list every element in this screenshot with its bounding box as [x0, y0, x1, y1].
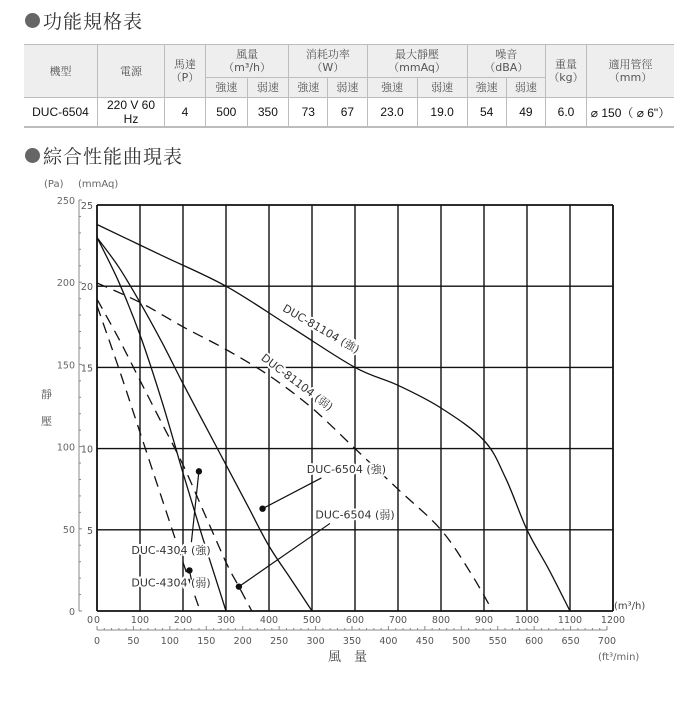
curve-label: DUC-81104 (弱) — [258, 351, 336, 414]
col-airflow-weak: 弱速 — [247, 78, 289, 98]
cell-noise-weak: 49 — [506, 98, 545, 128]
x-tick-label-cfm: 150 — [197, 636, 216, 647]
cell-model: DUC-6504 — [24, 98, 98, 128]
cfm-axis — [94, 626, 616, 647]
col-noise-strong: 強速 — [467, 78, 506, 98]
x-tick-label: 100 — [130, 615, 150, 626]
bullet-dot-icon — [25, 148, 40, 163]
cell-motor: 4 — [165, 98, 206, 128]
curve-label: DUC-4304 (弱) — [131, 576, 211, 590]
col-motor — [165, 45, 206, 98]
y-tick-label-pa: 100 — [56, 442, 75, 454]
y-tick-label-mmaq: 5 — [86, 525, 93, 537]
cell-pressure-weak: 19.0 — [417, 98, 467, 128]
x-tick-label-cfm: 250 — [270, 636, 289, 647]
col-consumption-weak: 弱速 — [328, 78, 367, 98]
x-tick-label-cfm: 0 — [93, 636, 101, 647]
col-static-pressure — [367, 45, 467, 78]
x-tick-label: 0 — [93, 615, 101, 626]
col-duct — [587, 45, 675, 98]
x-tick-label-cfm: 450 — [415, 636, 434, 647]
performance-chart — [0, 170, 700, 721]
col-weight — [546, 45, 587, 98]
cell-airflow-strong: 500 — [206, 98, 248, 128]
curve-duc-6504- — [97, 299, 252, 611]
curve-label: DUC-81104 (強) — [280, 301, 362, 357]
x-tick-label-cfm: 350 — [342, 636, 362, 647]
x-tick-label: 400 — [259, 615, 279, 626]
x-tick-label: 600 — [345, 615, 365, 626]
x-tick-label: 200 — [173, 615, 193, 626]
col-consumption-strong: 強速 — [289, 78, 328, 98]
col-motor-unit: （P） — [170, 71, 200, 84]
x-tick-label-cfm: 300 — [306, 636, 325, 647]
spec-section-title — [25, 7, 143, 34]
table-row — [24, 98, 674, 128]
x-tick-label: 1000 — [514, 615, 540, 626]
col-consumption-label: 消耗功率 — [305, 48, 350, 61]
cell-pressure-strong: 23.0 — [367, 98, 417, 128]
x-tick-label-cfm: 100 — [160, 636, 179, 647]
x-unit-cfm: (ft³/min) — [598, 652, 640, 663]
x-tick-label: 700 — [388, 615, 408, 626]
col-duct-label: 適用管徑 — [608, 58, 653, 71]
y-tick-label-pa: 150 — [56, 360, 75, 372]
chart-unit-labels — [41, 179, 645, 665]
cell-consumption-weak: 67 — [328, 98, 367, 128]
marker-dot-icon — [259, 505, 265, 511]
col-consumption — [289, 45, 367, 78]
y-tick-label-mmaq: 10 — [80, 444, 93, 456]
x-tick-label-cfm: 600 — [525, 636, 544, 647]
col-airflow — [206, 45, 289, 78]
x-tick-label-cfm: 500 — [452, 636, 471, 647]
x-tick-label-cfm: 700 — [597, 636, 617, 647]
cell-noise-strong: 54 — [467, 98, 506, 128]
y-axis-label-1: 靜 — [41, 388, 52, 401]
y-axis-label-2: 壓 — [41, 415, 52, 428]
col-model: 機型 — [24, 45, 98, 98]
col-airflow-strong: 強速 — [206, 78, 248, 98]
y-tick-label-mmaq: 15 — [80, 363, 93, 375]
col-noise-unit: （dBA） — [484, 61, 529, 74]
marker-dot-icon — [236, 583, 242, 589]
x-tick-label-cfm: 650 — [561, 636, 580, 647]
y-unit-pa: (Pa) — [44, 179, 64, 190]
curve-label: DUC-4304 (強) — [131, 544, 211, 558]
marker-dot-icon — [196, 468, 202, 474]
x-tick-label: 1200 — [600, 615, 626, 626]
col-noise-weak: 弱速 — [506, 78, 545, 98]
col-noise-label: 噪音 — [495, 48, 518, 61]
col-static-pressure-unit: （mmAq） — [388, 61, 446, 74]
col-duct-unit: （mm） — [608, 71, 653, 84]
col-pressure-strong: 強速 — [367, 78, 417, 98]
x-tick-label: 500 — [302, 615, 322, 626]
chart-grid — [81, 201, 625, 626]
y-tick-label-pa: 50 — [62, 524, 75, 536]
col-static-pressure-label: 最大靜壓 — [395, 48, 440, 61]
curve-label: DUC-6504 (弱) — [315, 508, 395, 522]
marker-dot-icon — [186, 567, 192, 573]
col-airflow-unit: （m³/h） — [223, 61, 271, 74]
chart-section-title-text: 綜合性能曲現表 — [43, 146, 184, 168]
x-tick-label-cfm: 50 — [127, 636, 140, 647]
x-tick-label-cfm: 550 — [488, 636, 507, 647]
col-weight-unit: （kg） — [548, 71, 584, 84]
x-axis-label: 風 量 — [328, 650, 368, 665]
col-pressure-weak: 弱速 — [417, 78, 467, 98]
y-tick-label-pa: 250 — [56, 196, 75, 207]
chart-section-title — [25, 142, 183, 169]
x-tick-label: 1100 — [557, 615, 583, 626]
x-unit-m3h: (m³/h) — [614, 601, 646, 612]
x-tick-label-cfm: 400 — [379, 636, 398, 647]
y-unit-mmaq: (mmAq) — [78, 179, 119, 190]
col-motor-label: 馬達 — [174, 58, 196, 71]
curve-label: DUC-6504 (強) — [306, 462, 387, 476]
pa-axis — [57, 196, 82, 618]
col-weight-label: 重量 — [555, 58, 577, 71]
bullet-dot-icon — [25, 13, 40, 28]
x-tick-label-cfm: 200 — [233, 636, 252, 647]
spec-table — [24, 44, 674, 128]
col-power: 電源 — [98, 45, 165, 98]
y-tick-label-mmaq: 25 — [80, 201, 93, 212]
y-tick-label-mmaq: 0 — [86, 615, 93, 626]
x-tick-label: 900 — [474, 615, 494, 626]
y-tick-label-mmaq: 20 — [80, 282, 93, 294]
y-tick-label-pa: 0 — [68, 607, 75, 618]
y-tick-label-pa: 200 — [56, 278, 75, 290]
col-noise — [467, 45, 545, 78]
cell-airflow-weak: 350 — [247, 98, 289, 128]
spec-section-title-text: 功能規格表 — [43, 11, 144, 33]
x-tick-label: 300 — [216, 615, 236, 626]
curve-duc-4304- — [97, 306, 200, 611]
cell-power: 220 V 60 Hz — [98, 98, 165, 128]
col-airflow-label: 風量 — [236, 48, 259, 61]
cell-duct: ⌀ 150（ ⌀ 6"） — [587, 98, 675, 128]
col-consumption-unit: （W） — [311, 61, 345, 74]
cell-consumption-strong: 73 — [289, 98, 328, 128]
cell-weight: 6.0 — [546, 98, 587, 128]
x-tick-label: 800 — [431, 615, 451, 626]
